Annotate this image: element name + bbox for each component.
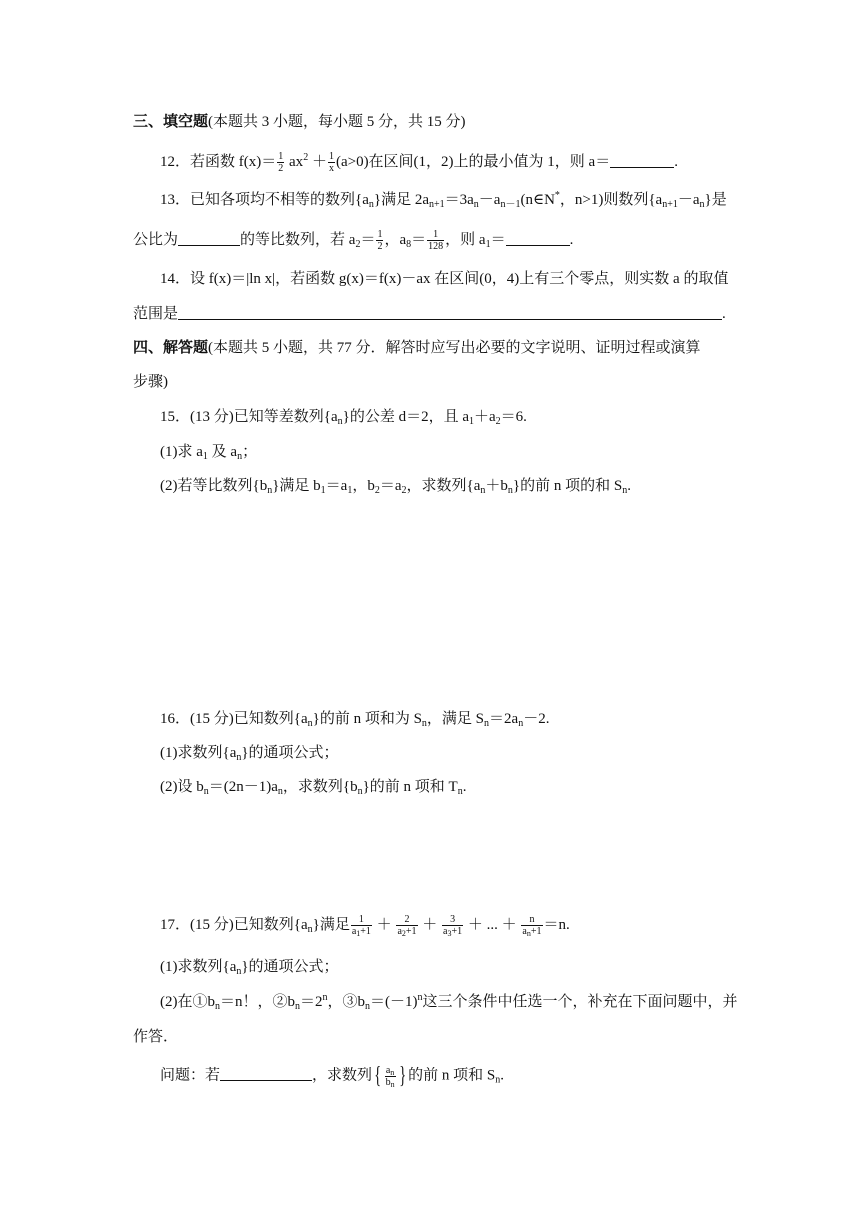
text: 已知各项均不相等的数列{a [190,192,369,208]
question-16-part-2 [160,777,760,797]
question-number: 13． [160,192,191,208]
text: . [722,306,726,322]
subscript: 2 [401,929,406,938]
subscript: n [457,786,463,797]
text: (2)若等比数列{b [160,478,268,494]
text: }满足 2a [373,192,429,208]
text: －a [677,192,700,208]
text: ＝2a [489,711,519,727]
subscript: n [295,1001,301,1012]
text: ＋ [464,916,487,933]
subscript: 1 [320,485,326,496]
text: ＝3a [444,192,474,208]
subscript: n [699,199,705,210]
denominator: $b_n$ [385,1076,395,1089]
answer-blank[interactable] [178,231,240,246]
text: ，b [352,478,375,494]
text: ＝2 [300,994,323,1010]
subscript: n [368,199,374,210]
text: ＋ [418,916,442,933]
fraction [277,151,284,174]
text: ＝(2n－1)a [208,779,278,795]
text: ＝a [325,478,348,494]
subscript: n [277,786,283,797]
answer-blank[interactable] [178,305,722,320]
denominator: 2 [377,241,383,252]
text: (15 分)已知数列{a [190,916,308,933]
text: ＝ [360,231,376,248]
text: . [674,153,678,170]
text: ＋b [485,478,508,494]
fraction [521,914,542,937]
text: ＝(－1) [370,994,418,1010]
subscript: n [365,1001,371,1012]
text: ＋ [372,916,396,933]
question-number: 12． [160,153,191,170]
text: ＝n！，②b [220,994,296,1010]
subscript: 3 [447,929,452,938]
text: ，则 a [445,231,486,248]
numerator: n [521,914,542,926]
subscript: n [507,485,513,496]
denominator: $a_1+1$ [351,926,371,938]
question-13-line-2 [133,229,733,252]
text: ＋ [497,916,521,933]
subscript: 1 [468,416,474,427]
text: 问题：若 [160,1067,221,1084]
question-17 [160,914,760,937]
subscript: 2 [495,416,501,427]
text: ＝ [411,231,427,248]
text: ＝ [490,231,506,248]
subscript: 1 [356,929,361,938]
text: ，③b [327,994,366,1010]
sequence-fraction [372,1064,408,1088]
text: (15 分)已知数列{a [190,711,308,727]
text: ，求数列{a [406,478,481,494]
question-15-part-2 [160,476,760,496]
section-4-note-2: 步骤) [133,374,168,390]
answer-blank[interactable] [506,231,570,246]
text: 若函数 f(x)＝ [190,153,277,170]
superscript: * [554,190,560,201]
fraction [442,914,463,937]
question-14 [160,269,760,289]
text: 的前 n 项和 S [408,1067,496,1084]
right-brace: } [398,1063,406,1089]
question-14-line-2 [133,304,733,324]
section-4-heading [133,338,733,358]
subscript: n [495,1074,501,1086]
text: . [627,478,631,494]
question-number: 15． [160,409,191,425]
text: ＋ [308,153,327,170]
text: 这三个条件中任选一个，补充在下面问题中，并 [422,994,738,1010]
subscript: n+1 [662,199,678,210]
question-number: 14． [160,271,191,287]
text: (1)求数列{a [160,959,237,975]
subscript: n [526,929,531,938]
question-number: 17． [160,916,191,933]
question-13 [160,190,760,210]
text: ，n>1)则数列{a [559,192,663,208]
numerator: 1 [351,914,372,926]
subscript: n [473,199,479,210]
denominator: $a_2+1$ [397,926,417,938]
subscript: 2 [401,485,407,496]
superscript: n [417,992,423,1003]
subscript: n [622,485,628,496]
question-16 [160,709,760,729]
subscript: n [390,1067,395,1077]
question-16-part-1 [160,743,760,763]
numerator: 1 [377,229,383,240]
text: }满足 b [272,478,321,494]
fraction [351,914,372,937]
section-3-title: 三、填空题 [133,114,209,130]
text: ＝a [379,478,402,494]
fraction [385,1065,396,1088]
text: . [569,231,574,248]
text: }的通项公式； [241,745,339,761]
denominator: 128 [428,241,444,252]
superscript: n [322,992,328,1003]
subscript: 1 [202,451,208,462]
fraction [328,151,335,174]
text: (2)在①b [160,994,215,1010]
text: ＝n. [543,916,570,933]
text: . [462,779,467,795]
left-brace: { [374,1063,382,1089]
numerator: 3 [442,914,463,926]
text: －a [478,192,501,208]
subscript: n [484,718,490,729]
subscript: n [357,786,363,797]
section-4-heading-line-2 [133,372,733,392]
subscript: 1 [485,238,491,250]
numerator: 2 [396,914,417,926]
subscript: n－1 [500,199,521,210]
numerator: 1 [328,151,334,162]
denominator: $a_n+1$ [522,926,542,938]
subscript: 2 [355,238,361,250]
question-number: 16． [160,711,191,727]
text: 作答． [133,1029,179,1045]
answer-blank[interactable] [610,153,674,168]
subscript: n [337,416,343,427]
text: . [500,1067,504,1084]
text: ； [242,444,258,460]
subscript: n [267,485,273,496]
question-12 [160,151,760,174]
text: ＝6. [500,409,527,425]
subscript: 1 [347,485,353,496]
numerator: 1 [278,151,284,162]
subscript: n [307,718,313,729]
fraction [376,229,383,252]
subscript: n [421,718,427,729]
text: }满足 [312,916,350,933]
subscript: n+1 [428,199,445,210]
answer-blank[interactable] [220,1066,312,1081]
text: ax [285,153,304,170]
subscript: 8 [406,238,412,250]
text: ，求数列 [312,1067,373,1084]
text: ＋a [473,409,496,425]
text: (n∈N [520,192,555,208]
question-17-problem [160,1064,760,1088]
text: (2)设 b [160,779,204,795]
text: (1)求数列{a [160,745,237,761]
superscript: 2 [303,151,309,163]
question-15 [160,407,760,427]
text: (13 分)已知等差数列{a [190,409,338,425]
text: 公比为 [133,231,179,248]
question-15-part-1 [160,442,760,462]
denominator: $a_3+1$ [443,926,463,938]
denominator: 2 [278,163,284,174]
subscript: n [518,718,524,729]
text: 范围是 [133,306,179,322]
denominator: x [328,163,334,174]
subscript: n [236,966,242,977]
numerator: $a_n$ [385,1064,395,1077]
question-17-part-2-line-2 [133,1027,733,1047]
section-3-heading [133,112,733,132]
text: }的前 n 项的和 S [512,478,623,494]
text: 的等比数列，若 a [240,231,356,248]
section-4-note: (本题共 5 小题，共 77 分．解答时应写出必要的文字说明、证明过程或演算 [208,340,701,356]
section-3-note: (本题共 3 小题，每小题 5 分，共 15 分) [208,114,466,130]
text: (1)求 a [160,444,203,460]
subscript: n [390,1079,395,1089]
text: }的通项公式； [241,959,339,975]
text: }的前 n 项和 T [362,779,458,795]
text: }是 [704,192,727,208]
question-17-part-2 [160,992,760,1012]
subscript: n [236,752,242,763]
text: }的公差 d＝2，且 a [342,409,469,425]
section-4-title: 四、解答题 [133,340,209,356]
text: (a>0)在区间(1，2)上的最小值为 1，则 a＝ [335,153,611,170]
text: ，求数列{b [282,779,358,795]
question-17-part-1 [160,957,760,977]
text: }的前 n 项和为 S [312,711,422,727]
fraction [396,914,417,937]
text: 及 a [207,444,238,460]
text: ，满足 S [426,711,485,727]
subscript: n [480,485,486,496]
text: 设 f(x)＝|ln x|，若函数 g(x)＝f(x)－ax 在区间(0，4)上有三个零点，则实数 a 的取值 [190,271,729,287]
text: ... [486,916,498,933]
fraction [427,229,444,252]
text: ，a [384,231,407,248]
subscript: n [237,451,243,462]
text: －2. [523,711,550,727]
subscript: n [307,923,313,935]
numerator: 1 [427,229,444,241]
subscript: 2 [374,485,380,496]
subscript: n [203,786,209,797]
subscript: n [215,1001,220,1012]
